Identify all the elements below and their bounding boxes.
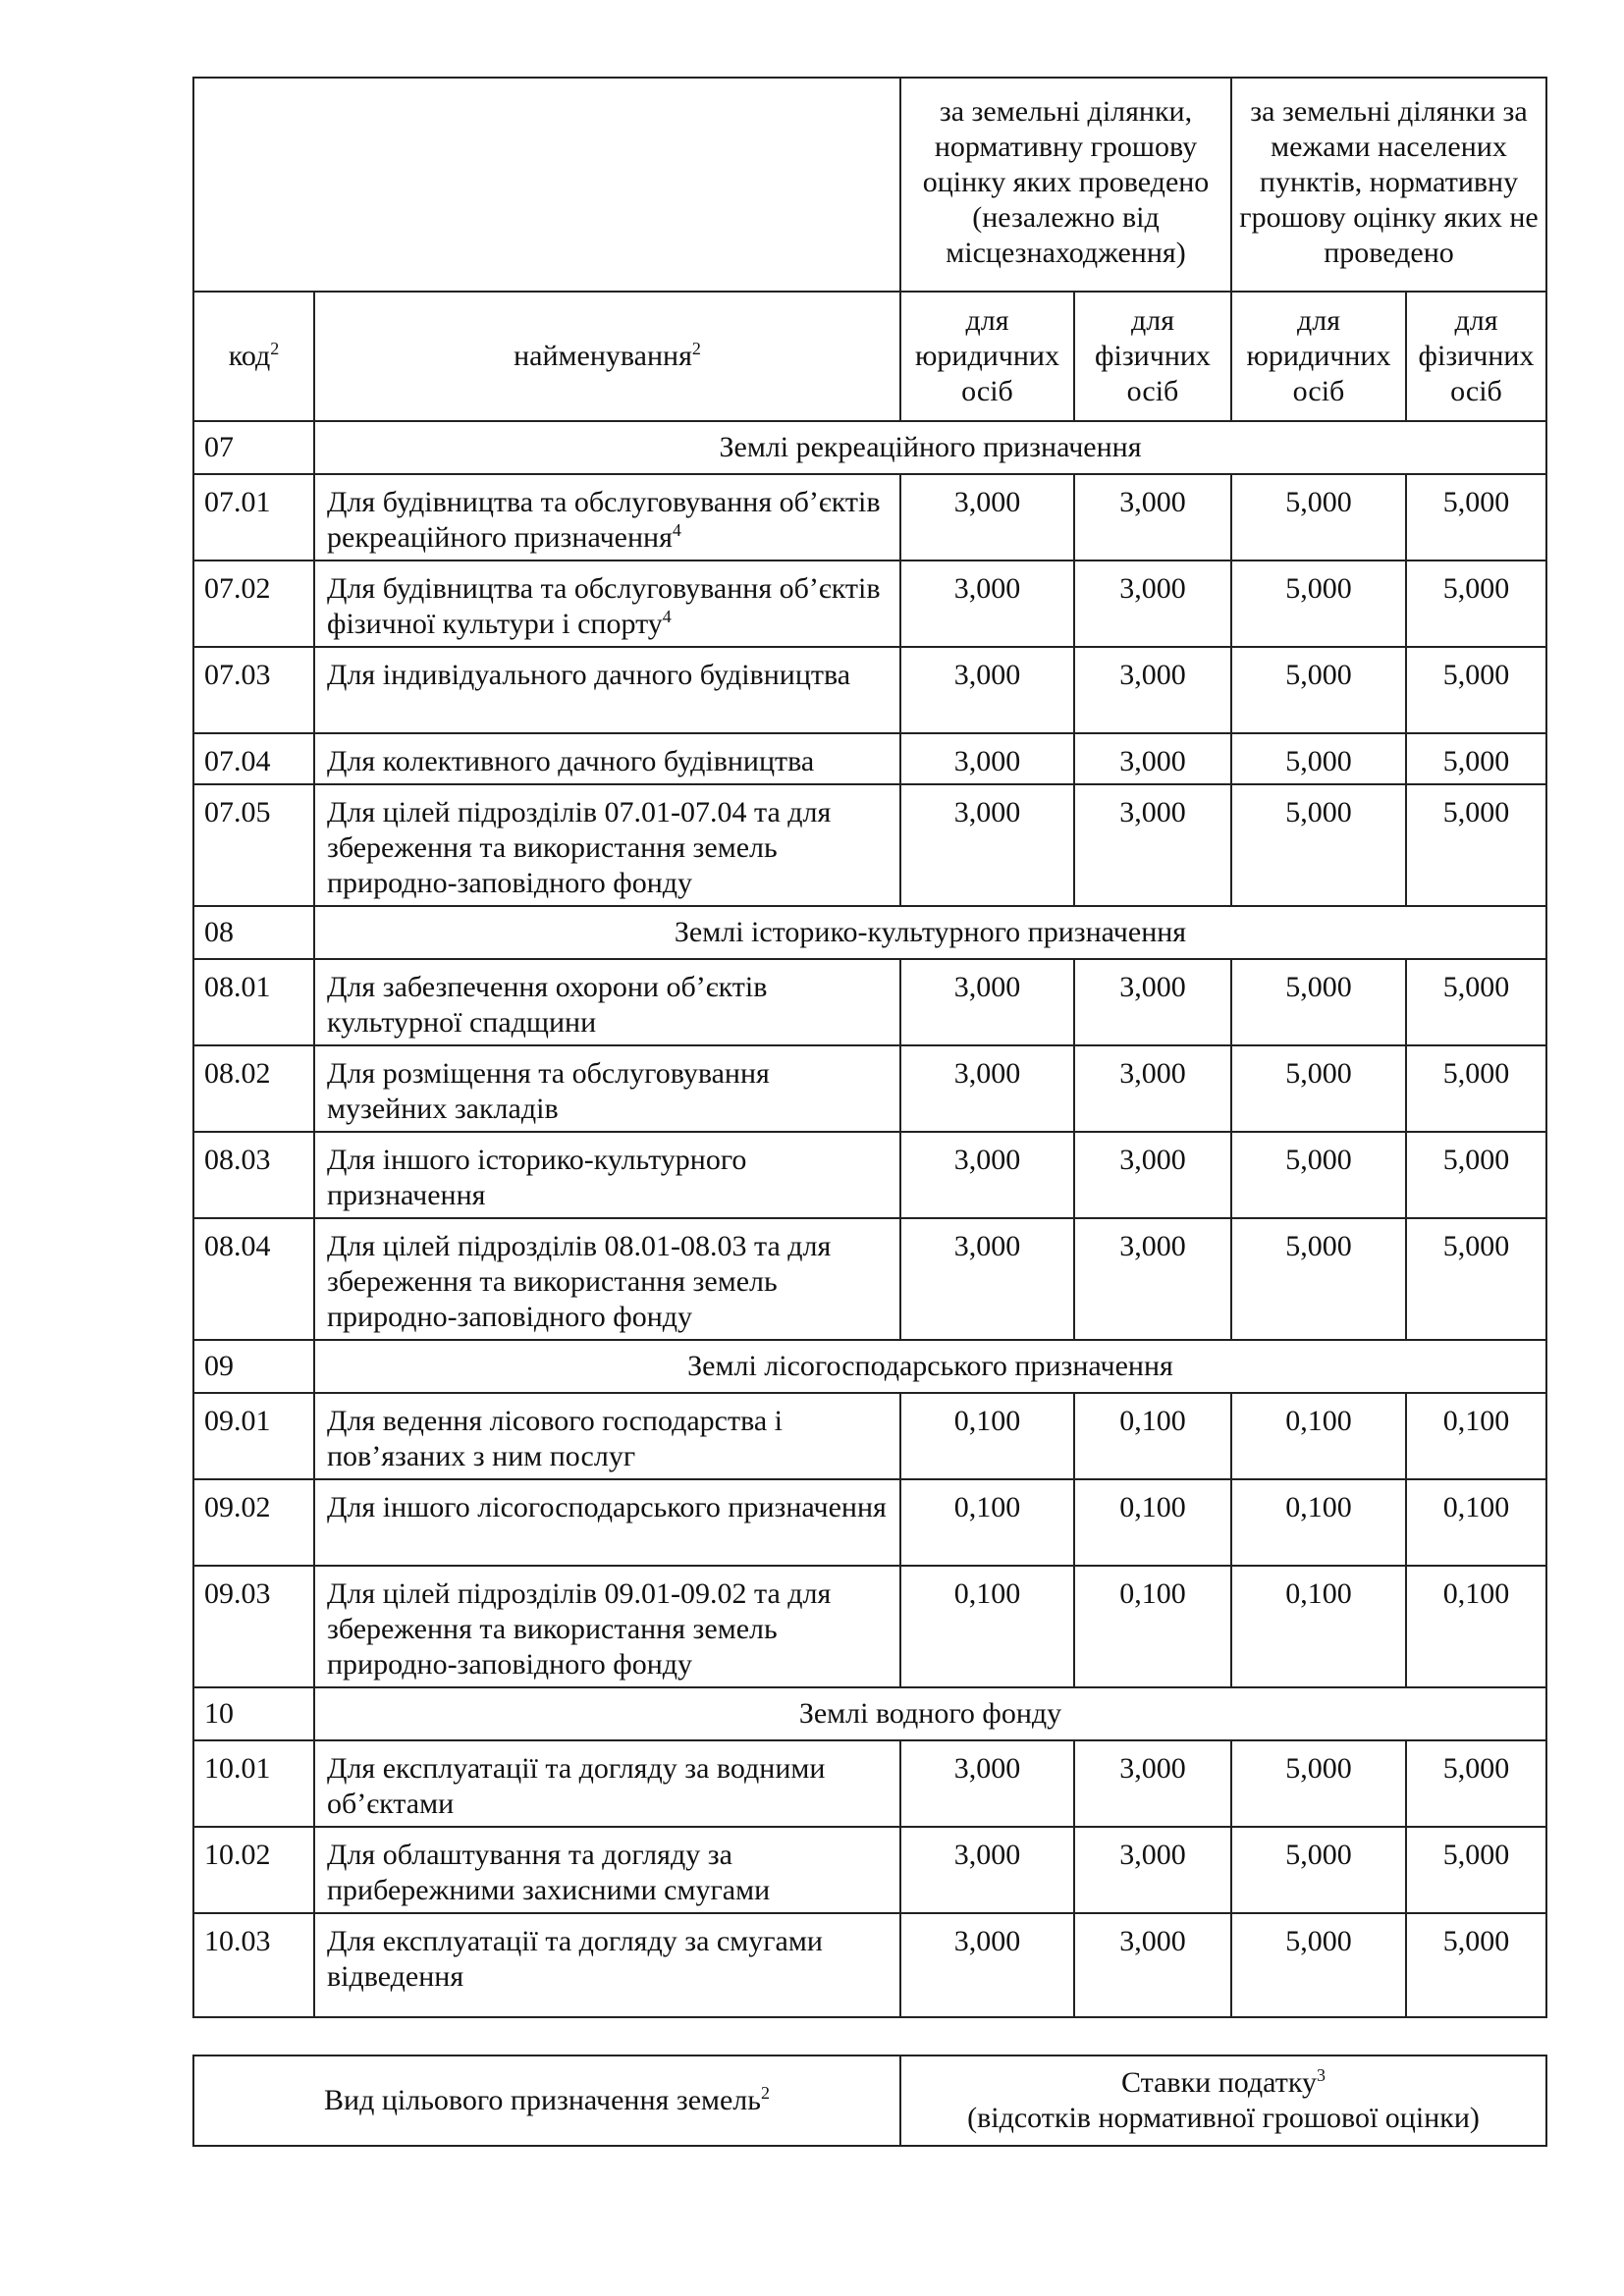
section-title: Землі рекреаційного призначення — [314, 421, 1546, 474]
rate-value: 5,000 — [1406, 647, 1546, 733]
row-name-text: Для забезпечення охорони об’єктів культурної спадщини — [327, 971, 768, 1039]
row-code: 08.03 — [193, 1132, 314, 1218]
row-code: 07.04 — [193, 733, 314, 784]
rate-value: 3,000 — [900, 561, 1074, 647]
next-table-header-row — [193, 2056, 1546, 2146]
row-code: 10.01 — [193, 1740, 314, 1827]
next-table-header — [192, 2055, 1545, 2147]
rate-value: 3,000 — [1074, 1740, 1231, 1827]
row-name — [314, 1479, 900, 1566]
rate-value: 5,000 — [1231, 647, 1406, 733]
table-row — [193, 1566, 1546, 1687]
header-code-label: код — [228, 340, 271, 372]
rate-value: 0,100 — [1406, 1479, 1546, 1566]
rate-value: 3,000 — [1074, 1913, 1231, 2017]
rate-value: 5,000 — [1406, 1740, 1546, 1827]
row-name-text: Для експлуатації та догляду за смугами відведення — [327, 1925, 823, 1993]
rate-value: 5,000 — [1231, 1740, 1406, 1827]
table-row — [193, 647, 1546, 733]
rate-value: 5,000 — [1231, 1913, 1406, 2017]
table-row — [193, 561, 1546, 647]
row-name-sup: 4 — [672, 520, 681, 540]
rate-value: 5,000 — [1406, 1045, 1546, 1132]
next-table — [192, 2055, 1547, 2147]
tax-rate-table-continuation — [192, 77, 1545, 2018]
section-title: Землі водного фонду — [314, 1687, 1546, 1740]
table-row — [193, 1393, 1546, 1479]
row-name-text: Для колективного дачного будівництва — [327, 745, 815, 777]
row-code: 10.02 — [193, 1827, 314, 1913]
table-row — [193, 784, 1546, 906]
row-code: 09.02 — [193, 1479, 314, 1566]
rate-value: 5,000 — [1231, 474, 1406, 561]
row-name — [314, 474, 900, 561]
row-name — [314, 1132, 900, 1218]
rate-value: 0,100 — [1231, 1479, 1406, 1566]
rates-header — [900, 2056, 1546, 2146]
rate-value: 5,000 — [1231, 1218, 1406, 1340]
section-title: Землі лісогосподарського призначення — [314, 1340, 1546, 1393]
rates-label: Ставки податку — [1121, 2066, 1317, 2099]
table-row — [193, 1132, 1546, 1218]
row-code: 09.03 — [193, 1566, 314, 1687]
table-row — [193, 733, 1546, 784]
rate-value: 5,000 — [1406, 1827, 1546, 1913]
rate-value: 3,000 — [1074, 561, 1231, 647]
row-name-text: Для розміщення та обслуговування музейних закладів — [327, 1057, 770, 1125]
rate-value: 5,000 — [1231, 959, 1406, 1045]
table-row — [193, 1045, 1546, 1132]
row-name-text: Для індивідуального дачного будівництва — [327, 659, 851, 691]
header-name — [314, 292, 900, 421]
table-row — [193, 1913, 1546, 2017]
purpose-header — [193, 2056, 900, 2146]
header-legal-not-assessed: для юридичних осіб — [1231, 292, 1406, 421]
header-code — [193, 292, 314, 421]
row-name-text: Для будівництва та обслуговування об’єктів рекреаційного призначення — [327, 486, 881, 554]
header-name-label: найменування — [514, 340, 692, 372]
rate-value: 0,100 — [1406, 1393, 1546, 1479]
rate-value: 5,000 — [1231, 1827, 1406, 1913]
table-row — [193, 474, 1546, 561]
rate-value: 3,000 — [1074, 959, 1231, 1045]
rate-value: 3,000 — [900, 1132, 1074, 1218]
row-name-text: Для ведення лісового господарства і пов’язаних з ним послуг — [327, 1405, 784, 1472]
row-name — [314, 1045, 900, 1132]
header-name-sup: 2 — [691, 339, 701, 358]
rate-value: 0,100 — [1231, 1393, 1406, 1479]
row-code: 08.04 — [193, 1218, 314, 1340]
rate-value: 5,000 — [1231, 1045, 1406, 1132]
header-group-assessed: за земельні ділянки, нормативну грошову оцінку яких проведено (незалежно від місцезнаходження) — [900, 78, 1231, 292]
row-name-text: Для іншого історико-культурного призначення — [327, 1144, 747, 1211]
rate-value: 0,100 — [1074, 1393, 1231, 1479]
rate-value: 5,000 — [1406, 733, 1546, 784]
rate-value: 3,000 — [1074, 647, 1231, 733]
section-row — [193, 906, 1546, 959]
header-individual-not-assessed: для фізичних осіб — [1406, 292, 1546, 421]
section-row — [193, 1340, 1546, 1393]
row-name — [314, 733, 900, 784]
row-code: 10.03 — [193, 1913, 314, 2017]
rate-value: 3,000 — [1074, 1827, 1231, 1913]
rate-value: 3,000 — [1074, 733, 1231, 784]
rate-value: 5,000 — [1406, 1132, 1546, 1218]
row-name-text: Для цілей підрозділів 09.01-09.02 та для збереження та використання земель природно-заповідного фонду — [327, 1577, 832, 1681]
rate-value: 0,100 — [1231, 1566, 1406, 1687]
rate-value: 0,100 — [1406, 1566, 1546, 1687]
header-legal-assessed: для юридичних осіб — [900, 292, 1074, 421]
row-name — [314, 1827, 900, 1913]
table-row — [193, 1479, 1546, 1566]
row-code: 09.01 — [193, 1393, 314, 1479]
row-name-text: Для іншого лісогосподарського призначення — [327, 1491, 887, 1523]
section-code: 08 — [193, 906, 314, 959]
section-title: Землі історико-культурного призначення — [314, 906, 1546, 959]
table-row — [193, 959, 1546, 1045]
row-name-text: Для цілей підрозділів 07.01-07.04 та для збереження та використання земель природно-заповідного фонду — [327, 796, 832, 899]
row-code: 07.05 — [193, 784, 314, 906]
rate-value: 3,000 — [1074, 1218, 1231, 1340]
header-row-groups — [193, 78, 1546, 292]
purpose-sup: 2 — [760, 2083, 770, 2103]
row-name-text: Для будівництва та обслуговування об’єктів фізичної культури і спорту — [327, 572, 881, 640]
row-name — [314, 784, 900, 906]
row-name — [314, 1913, 900, 2017]
header-group-not-assessed: за земельні ділянки за межами населених пунктів, нормативну грошову оцінку яких не проведено — [1231, 78, 1546, 292]
row-name-text: Для цілей підрозділів 08.01-08.03 та для збереження та використання земель природно-заповідного фонду — [327, 1230, 832, 1333]
row-code: 07.03 — [193, 647, 314, 733]
tax-rate-table — [192, 77, 1547, 2018]
rate-value: 0,100 — [900, 1566, 1074, 1687]
section-code: 09 — [193, 1340, 314, 1393]
rate-value: 5,000 — [1406, 561, 1546, 647]
rate-value: 3,000 — [900, 647, 1074, 733]
rate-value: 3,000 — [900, 474, 1074, 561]
rate-value: 3,000 — [900, 1218, 1074, 1340]
rate-value: 5,000 — [1406, 474, 1546, 561]
header-blank-cell — [193, 78, 314, 292]
rate-value: 5,000 — [1406, 784, 1546, 906]
purpose-label: Вид цільового призначення земель — [324, 2084, 761, 2116]
table-row — [193, 1827, 1546, 1913]
row-name — [314, 647, 900, 733]
rate-value: 0,100 — [900, 1479, 1074, 1566]
rate-value: 3,000 — [1074, 474, 1231, 561]
rate-value: 0,100 — [900, 1393, 1074, 1479]
rate-value: 3,000 — [1074, 1132, 1231, 1218]
rate-value: 3,000 — [900, 1913, 1074, 2017]
row-code: 07.02 — [193, 561, 314, 647]
rate-value: 5,000 — [1231, 784, 1406, 906]
table-row — [193, 1740, 1546, 1827]
row-name — [314, 1740, 900, 1827]
rate-value: 3,000 — [900, 733, 1074, 784]
section-row — [193, 1687, 1546, 1740]
row-name — [314, 959, 900, 1045]
row-code: 08.01 — [193, 959, 314, 1045]
table-row — [193, 1218, 1546, 1340]
rate-value: 3,000 — [1074, 784, 1231, 906]
rate-value: 5,000 — [1406, 1218, 1546, 1340]
row-name-sup: 4 — [662, 607, 672, 626]
header-code-sup: 2 — [270, 339, 280, 358]
rate-value: 3,000 — [900, 1045, 1074, 1132]
row-code: 08.02 — [193, 1045, 314, 1132]
section-code: 10 — [193, 1687, 314, 1740]
rates-sup: 3 — [1316, 2065, 1326, 2085]
rate-value: 5,000 — [1406, 1913, 1546, 2017]
section-code: 07 — [193, 421, 314, 474]
rate-value: 3,000 — [900, 784, 1074, 906]
section-row — [193, 421, 1546, 474]
rate-value: 3,000 — [900, 1740, 1074, 1827]
row-name — [314, 561, 900, 647]
row-name — [314, 1393, 900, 1479]
rates-note: (відсотків нормативної грошової оцінки) — [967, 2102, 1480, 2134]
rate-value: 3,000 — [900, 1827, 1074, 1913]
rate-value: 5,000 — [1231, 561, 1406, 647]
header-blank-cell — [314, 78, 900, 292]
row-name — [314, 1566, 900, 1687]
header-row-columns — [193, 292, 1546, 421]
row-code: 07.01 — [193, 474, 314, 561]
rate-value: 5,000 — [1231, 733, 1406, 784]
rate-value: 0,100 — [1074, 1479, 1231, 1566]
rate-value: 3,000 — [1074, 1045, 1231, 1132]
rate-value: 0,100 — [1074, 1566, 1231, 1687]
rate-value: 5,000 — [1406, 959, 1546, 1045]
row-name-text: Для облаштування та догляду за прибережними захисними смугами — [327, 1839, 771, 1906]
rate-value: 5,000 — [1231, 1132, 1406, 1218]
row-name-text: Для експлуатації та догляду за водними об’єктами — [327, 1752, 826, 1820]
row-name — [314, 1218, 900, 1340]
header-individual-assessed: для фізичних осіб — [1074, 292, 1231, 421]
rate-value: 3,000 — [900, 959, 1074, 1045]
